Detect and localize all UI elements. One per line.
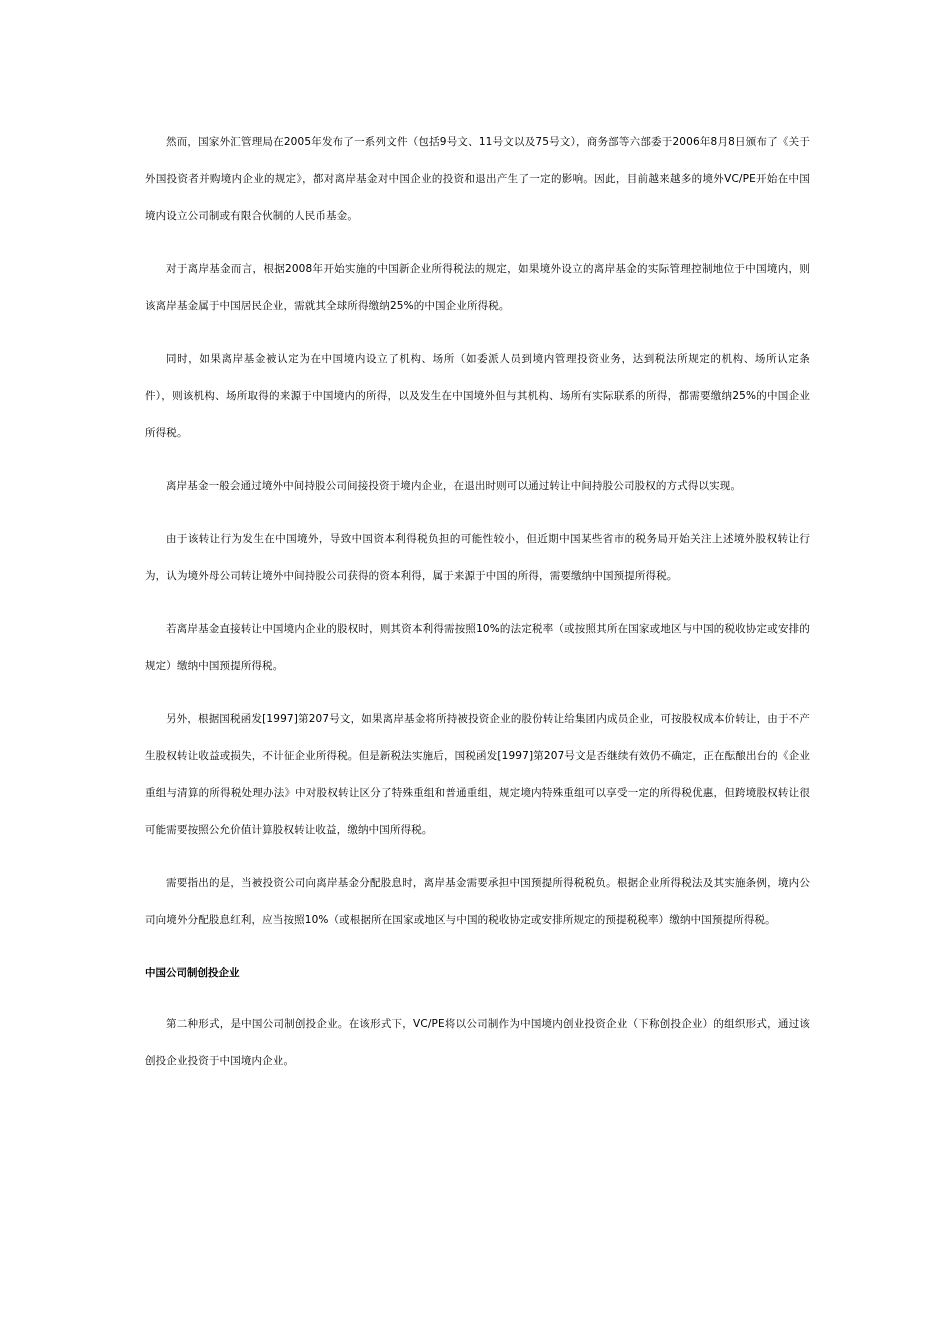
paragraph-permanent-establishment: 同时，如果离岸基金被认定为在中国境内设立了机构、场所（如委派人员到境内管理投资业务，达到税法所规定的机构、场所认定条件），则该机构、场所取得的来源于中国境内的所得，以及发生在中国境外但与其机构、场所有实际联系的所得，都需要缴纳25%的中国企业所得税。 — [145, 353, 810, 439]
section-heading: 中国公司制创投企业 — [145, 967, 240, 979]
paragraph-intermediate-holding: 离岸基金一般会通过境外中间持股公司间接投资于境内企业，在退出时则可以通过转让中间持股公司股权的方式得以实现。 — [166, 480, 742, 492]
paragraph-circular-207: 另外，根据国税函发[1997]第207号文，如果离岸基金将所持被投资企业的股份转让给集团内成员企业，可按股权成本价转让，由于不产生股权转让收益或损失，不计征企业所得税。但是新税法实施后，国税函发[1997]第207号文是否继续有效仍不确定，正在酝酿出台的《企业重组与清算的所得税处理办法》中对股权转让区分了特殊重组和普通重组，规定境内特殊重组可以享受一定的所得税优惠，但跨境股权转让很可能需要按照公允价值计算股权转让收益，缴纳中国所得税。 — [145, 713, 810, 836]
paragraph-offshore-fund-residency: 对于离岸基金而言，根据2008年开始实施的中国新企业所得税法的规定，如果境外设立的离岸基金的实际管理控制地位于中国境内，则该离岸基金属于中国居民企业，需就其全球所得缴纳25%的中国企业所得税。 — [145, 263, 810, 312]
paragraph-offshore-transfer: 由于该转让行为发生在中国境外，导致中国资本利得税负担的可能性较小，但近期中国某些省市的税务局开始关注上述境外股权转让行为，认为境外母公司转让境外中间持股公司获得的资本利得，属于来源于中国的所得，需要缴纳中国预提所得税。 — [145, 533, 810, 582]
paragraph-corporate-vc: 第二种形式，是中国公司制创投企业。在该形式下，VC/PE将以公司制作为中国境内创业投资企业（下称创投企业）的组织形式，通过该创投企业投资于中国境内企业。 — [145, 1018, 810, 1067]
paragraph-dividend-withholding: 需要指出的是，当被投资公司向离岸基金分配股息时，离岸基金需要承担中国预提所得税税负。根据企业所得税法及其实施条例，境内公司向境外分配股息红利，应当按照10%（或根据所在国家或地区与中国的税收协定或安排所规定的预提税税率）缴纳中国预提所得税。 — [145, 877, 810, 926]
paragraph-safe-regulations: 然而，国家外汇管理局在2005年发布了一系列文件（包括9号文、11号文以及75号文），商务部等六部委于2006年8月8日颁布了《关于外国投资者并购境内企业的规定》，都对离岸基金对中国企业的投资和退出产生了一定的影响。因此，目前越来越多的境外VC/PE开始在中国境内设立公司制或有限合伙制的人民币基金。 — [145, 136, 810, 222]
paragraph-direct-transfer: 若离岸基金直接转让中国境内企业的股权时，则其资本利得需按照10%的法定税率（或按照其所在国家或地区与中国的税收协定或安排的规定）缴纳中国预提所得税。 — [145, 623, 810, 672]
